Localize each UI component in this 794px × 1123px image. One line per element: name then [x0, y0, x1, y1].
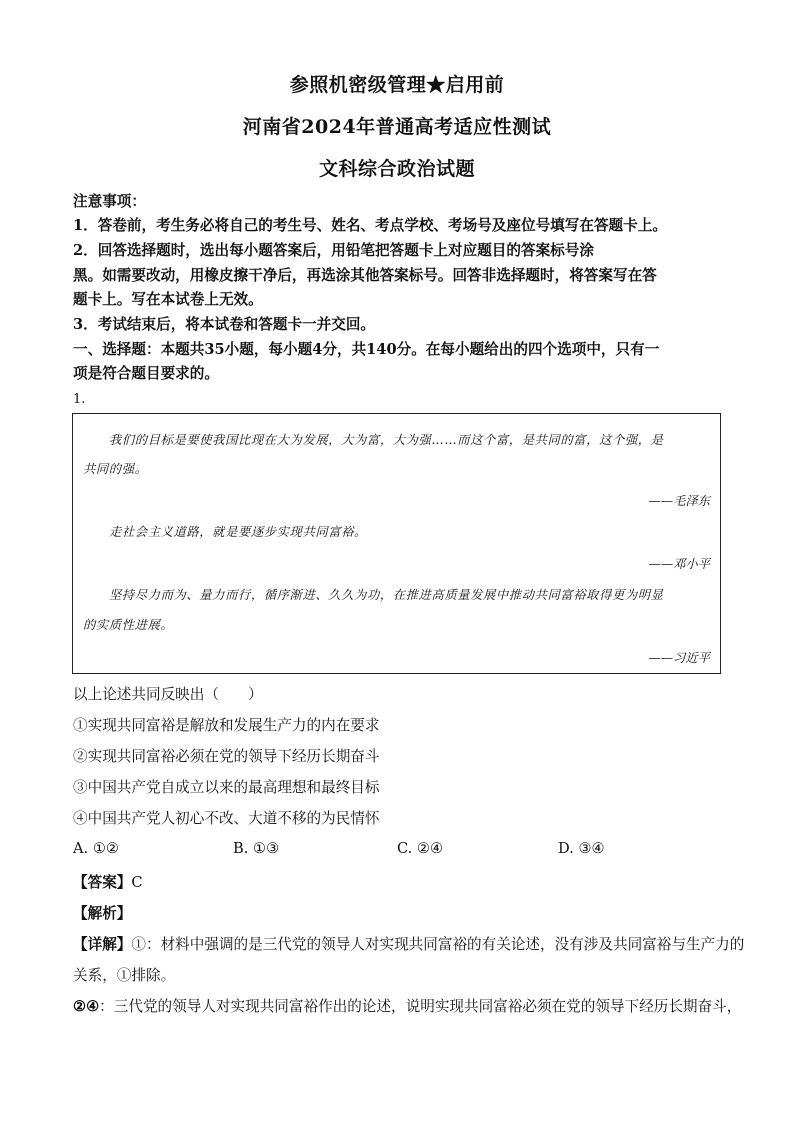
quote-3-author: ——习近平 — [648, 651, 710, 665]
notice-item-2b: 黑。如需要改动，用橡皮擦干净后，再选涂其他答案标号。回答非选择题时，将答案写在答 — [73, 267, 657, 284]
options-row — [73, 840, 733, 860]
detail-line-2: 关系，①排除。 — [73, 967, 176, 984]
detail-label: 【详解】 — [73, 936, 132, 953]
section-heading-2: 项是符合题目要求的。 — [73, 365, 219, 382]
exam-subtitle: 文科综合政治试题 — [318, 158, 475, 180]
detail-line-3 — [73, 995, 742, 1016]
option-a: A. ①② — [73, 840, 119, 857]
notice-item-2c: 题卡上。写在本试卷上无效。 — [73, 291, 263, 308]
quote-1-author: ——毛泽东 — [648, 494, 710, 508]
notice-item-1: 1．答卷前，考生务必将自己的考生号、姓名、考点学校、考场号及座位号填写在答题卡上。 — [73, 217, 667, 234]
quote-3-line-2: 的实质性进展。 — [83, 618, 174, 632]
quote-1-line-2: 共同的强。 — [83, 462, 148, 476]
option-d: D. ③④ — [558, 840, 605, 857]
analysis-label: 【解析】 — [73, 905, 132, 922]
section-heading-1: 一、选择题：本题共35小题，每小题4分，共140分。在每小题给出的四个选项中，只有一 — [73, 341, 660, 358]
notice-heading: 注意事项： — [73, 193, 146, 210]
detail-line-1 — [73, 933, 745, 954]
question-number: 1. — [73, 392, 86, 407]
option-c: C. ②④ — [397, 840, 444, 857]
quote-box — [72, 413, 721, 674]
quote-1-line-1: 我们的目标是要使我国比现在大为发展，大为富，大为强……而这个富，是共同的富，这个强，是 — [109, 433, 664, 447]
quote-2-author: ——邓小平 — [648, 557, 710, 571]
detail-text-3: ：三代党的领导人对实现共同富裕作出的论述，说明实现共同富裕必须在党的领导下经历长期奋斗， — [99, 998, 742, 1015]
quote-2-line-1: 走社会主义道路，就是要逐步实现共同富裕。 — [109, 525, 367, 539]
confidential-label: 参照机密级管理★启用前 — [289, 74, 505, 96]
statement-1: ①实现共同富裕是解放和发展生产力的内在要求 — [73, 717, 380, 734]
notice-item-2a: 2．回答选择题时，选出每小题答案后，用铅笔把答题卡上对应题目的答案标号涂 — [73, 242, 594, 259]
statement-2: ②实现共同富裕必须在党的领导下经历长期奋斗 — [73, 748, 380, 765]
answer-value: C — [131, 874, 143, 891]
notice-item-3: 3．考试结束后，将本试卷和答题卡一并交回。 — [73, 316, 376, 333]
answer-line — [73, 871, 733, 892]
option-b: B. ①③ — [233, 840, 280, 857]
statement-3: ③中国共产党自成立以来的最高理想和最终目标 — [73, 779, 380, 796]
detail-text-1: ①：材料中强调的是三代党的领导人对实现共同富裕的有关论述，没有涉及共同富裕与生产力的 — [131, 936, 745, 953]
statement-4: ④中国共产党人初心不改、大道不移的为民情怀 — [73, 810, 380, 827]
quote-3-line-1: 坚持尽力而为、量力而行，循序渐进、久久为功，在推进高质量发展中推动共同富裕取得更为明显 — [109, 588, 664, 602]
exam-title: 河南省2024年普通高考适应性测试 — [242, 116, 552, 138]
answer-label: 【答案】 — [73, 874, 132, 891]
question-stem: 以上论述共同反映出（ ） — [73, 686, 263, 703]
detail-line-3-marker: ②④ — [73, 998, 100, 1015]
